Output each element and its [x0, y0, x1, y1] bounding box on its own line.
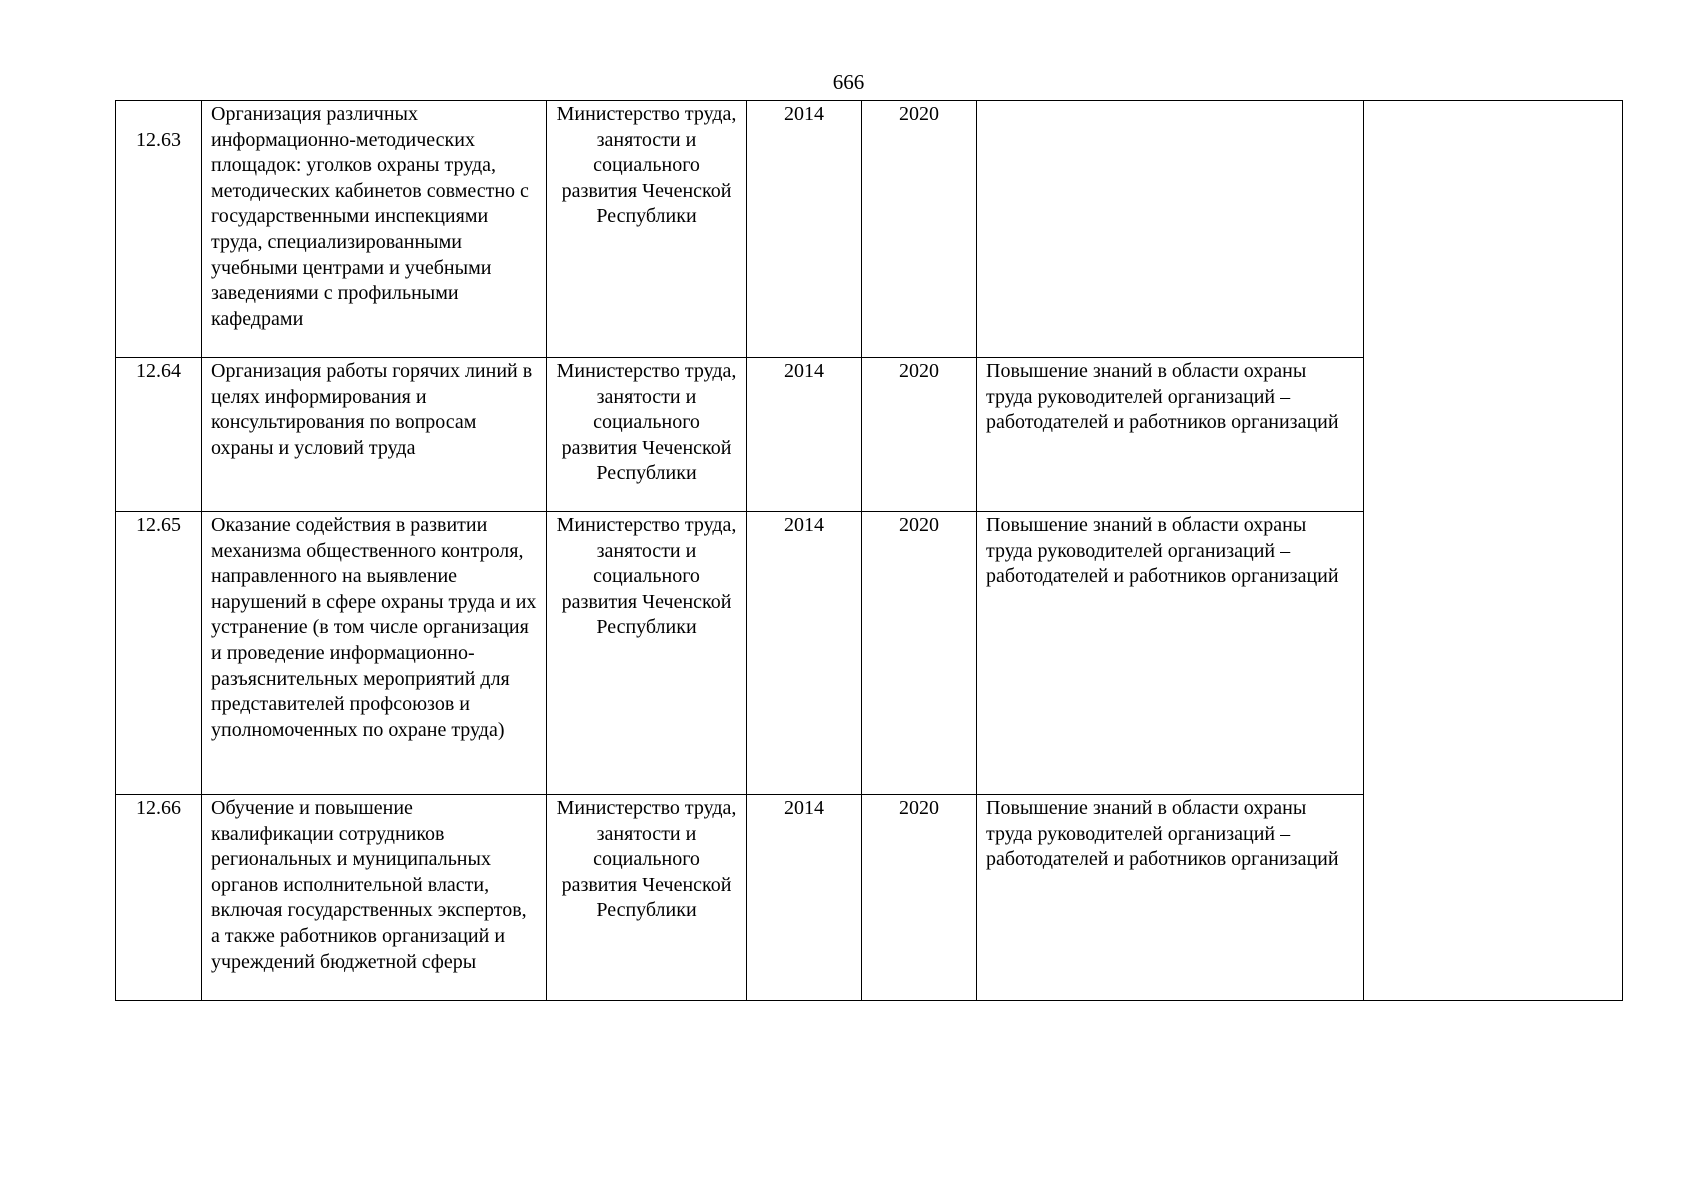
measure-cell: Организация работы горячих линий в целях информирования и консультирования по вопросам охраны и условий труда	[202, 358, 547, 512]
row-number: 12.66	[116, 795, 202, 1001]
row-number: 12.65	[116, 512, 202, 795]
result-cell: Повышение знаний в области охраны труда руководителей организаций – работодателей и работников организаций	[977, 512, 1364, 795]
executor-cell: Министерство труда, занятости и социального развития Чеченской Республики	[547, 101, 747, 358]
table-row	[116, 101, 1623, 358]
executor-cell: Министерство труда, занятости и социального развития Чеченской Республики	[547, 358, 747, 512]
end-year-cell: 2020	[862, 795, 977, 1001]
result-cell: Повышение знаний в области охраны труда руководителей организаций – работодателей и работников организаций	[977, 795, 1364, 1001]
empty-column-cell	[1364, 101, 1623, 1001]
program-measures-table	[115, 100, 1623, 1001]
measure-cell: Обучение и повышение квалификации сотрудников региональных и муниципальных органов исполнительной власти, включая государственных экспертов, а также работников организаций и учреждений бюджетной сферы	[202, 795, 547, 1001]
result-cell: Повышение знаний в области охраны труда руководителей организаций – работодателей и работников организаций	[977, 358, 1364, 512]
result-cell	[977, 101, 1364, 358]
start-year-cell: 2014	[747, 795, 862, 1001]
measure-cell: Организация различных информационно-методических площадок: уголков охраны труда, методических кабинетов совместно с государственными инспекциями труда, специализированными учебными центрами и учебными заведениями с профильными кафедрами	[202, 101, 547, 358]
row-number: 12.63	[116, 101, 202, 358]
measure-cell: Оказание содействия в развитии механизма общественного контроля, направленного на выявление нарушений в сфере охраны труда и их устранение (в том числе организация и проведение информационно-разъяснительных мероприятий для представителей профсоюзов и уполномоченных по охране труда)	[202, 512, 547, 795]
start-year-cell: 2014	[747, 101, 862, 358]
row-number: 12.64	[116, 358, 202, 512]
end-year-cell: 2020	[862, 358, 977, 512]
executor-cell: Министерство труда, занятости и социального развития Чеченской Республики	[547, 795, 747, 1001]
start-year-cell: 2014	[747, 512, 862, 795]
executor-cell: Министерство труда, занятости и социального развития Чеченской Республики	[547, 512, 747, 795]
start-year-cell: 2014	[747, 358, 862, 512]
page-number: 666	[832, 70, 865, 94]
end-year-cell: 2020	[862, 512, 977, 795]
end-year-cell: 2020	[862, 101, 977, 358]
